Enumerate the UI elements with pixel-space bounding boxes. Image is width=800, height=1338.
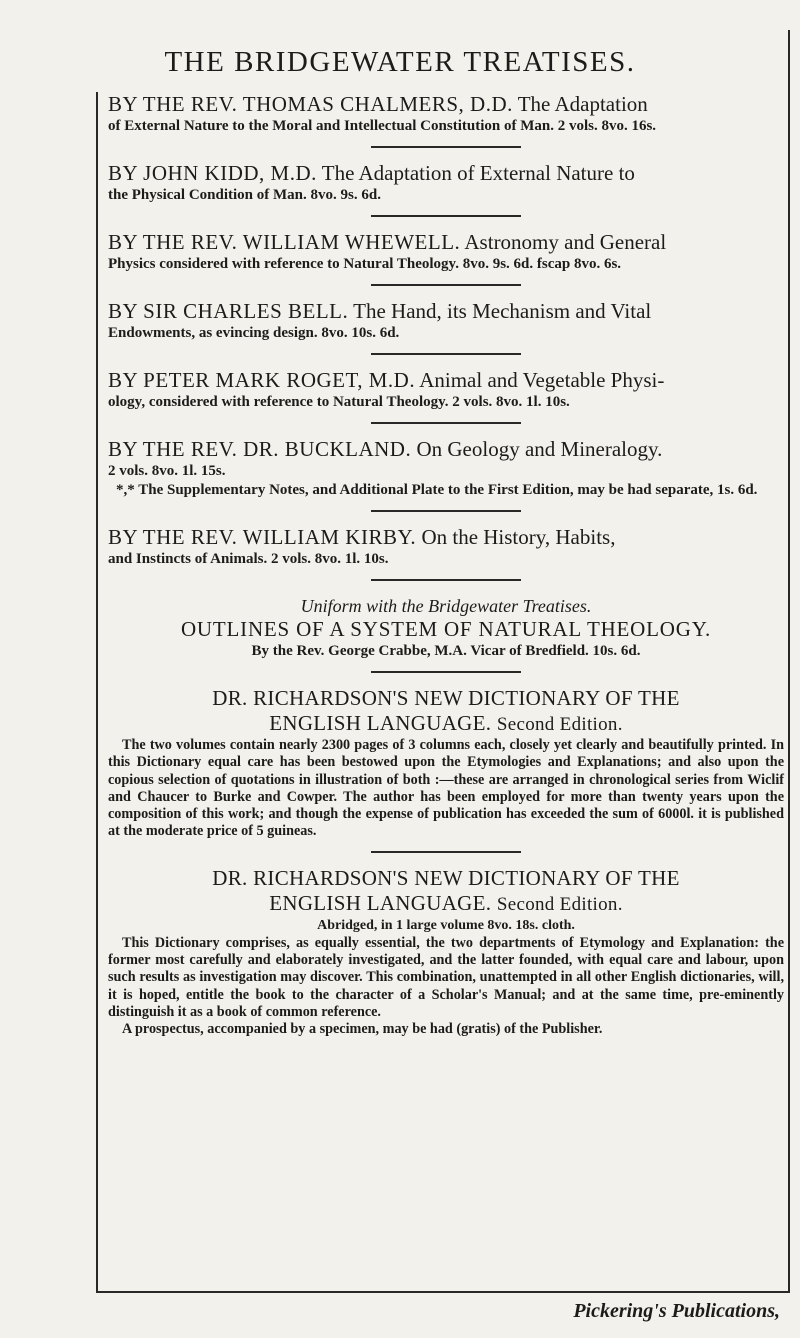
dictionary-language: ENGLISH LANGUAGE. [269,711,492,735]
entry-work: The Hand, its Mechanism and Vital [353,299,652,323]
outlines-section [108,595,784,661]
entry-heading [108,230,784,255]
entry-bell [108,299,784,343]
divider [371,579,521,581]
entry-heading [108,437,784,462]
divider [371,284,521,286]
dictionary-description: This Dictionary comprises, as equally essential, the two departments of Etymology and Explanation: the former most carefully and elaborately investigated, and the latter founded, with equal care and labour, upon such results as investigation may discover. This combination, unattempted in all other English dictionaries, will, it is hoped, entitle the book to the character of a Scholar's Manual; and at the same time, pre-eminently distinguish it as a book of common reference. [108,934,784,1020]
dictionary-title: DR. RICHARDSON'S NEW DICTIONARY OF THE [212,686,680,710]
divider [371,851,521,853]
entry-work: The Adaptation [517,92,648,116]
entry-buckland [108,437,784,500]
entry-heading [108,161,784,186]
divider [371,146,521,148]
uniform-note: Uniform with the Bridgewater Treatises. [300,596,592,616]
entry-detail: and Instincts of Animals. 2 vols. 8vo. 1l. 10s. [108,551,389,567]
entry-work: The Adaptation of External Nature to [321,161,635,185]
content-column [108,92,784,1039]
entry-work: On Geology and Mineralogy. [416,437,663,461]
entry-note: *,* The Supplementary Notes, and Additional Plate to the First Edition, may be had separate, 1s. 6d. [116,482,758,498]
entry-heading [108,368,784,393]
dictionary-description: The two volumes contain nearly 2300 pages of 3 columns each, closely yet clearly and beautifully printed. In this Dictionary equal care has been bestowed upon the Etymologies and Explanations; and also upon the copious selection of quotations in illustration of both :—these are arranged in chronological series from Wiclif and Chaucer to Burke and Cowper. The author has been employed for more than twenty years upon the composition of this work; and though the expense of publication has exceeded the sum of 6000l. it is published at the moderate price of 5 guineas. [108,737,784,840]
entry-chalmers [108,92,784,136]
frame-rule-right [788,30,790,1292]
entry-detail: of External Nature to the Moral and Intellectual Constitution of Man. 2 vols. 8vo. 16s. [108,118,657,134]
entry-author: BY THE REV. WILLIAM KIRBY. [108,525,417,549]
divider [371,422,521,424]
divider [371,510,521,512]
divider [371,671,521,673]
frame-rule-bottom [96,1291,790,1293]
entry-kidd [108,161,784,205]
entry-work: Astronomy and General [464,230,667,254]
dictionary-section-2 [108,866,784,1039]
dictionary-language: ENGLISH LANGUAGE. [269,890,492,915]
entry-detail: 2 vols. 8vo. 1l. 15s. [108,463,226,479]
dictionary-edition: Second Edition. [496,893,623,915]
entry-work: Animal and Vegetable Physi- [419,368,665,392]
dictionary-prospectus: A prospectus, accompanied by a specimen, may be had (gratis) of the Publisher. [122,1021,603,1038]
entry-author: BY PETER MARK ROGET, M.D. [108,368,416,392]
outlines-title: OUTLINES OF A SYSTEM OF NATURAL THEOLOGY. [180,617,712,641]
dictionary-title: DR. RICHARDSON'S NEW DICTIONARY OF THE [212,865,680,890]
dictionary-edition: Second Edition. [496,714,623,735]
entry-heading [108,299,784,324]
entry-detail: the Physical Condition of Man. 8vo. 9s. 6d. [108,187,381,203]
dictionary-title-line2 [108,891,784,917]
entry-roget [108,368,784,412]
outlines-byline: By the Rev. George Crabbe, M.A. Vicar of Bredfield. 10s. 6d. [251,643,641,659]
entry-detail: ology, considered with reference to Natural Theology. 2 vols. 8vo. 1l. 10s. [108,394,570,410]
footer-publisher: Pickering's Publications, [573,1300,780,1322]
dictionary-section-1 [108,686,784,841]
entry-heading [108,525,784,550]
dictionary-title-line2 [108,711,784,737]
entry-author: BY THE REV. WILLIAM WHEWELL. [108,230,461,254]
entry-author: BY THE REV. THOMAS CHALMERS, D.D. [108,92,513,116]
entry-kirby [108,525,784,569]
entry-detail: Physics considered with reference to Natural Theology. 8vo. 9s. 6d. fscap 8vo. 6s. [108,256,622,272]
dictionary-abridged: Abridged, in 1 large volume 8vo. 18s. cloth. [317,917,575,933]
divider [371,353,521,355]
entry-whewell [108,230,784,274]
entry-author: BY JOHN KIDD, M.D. [108,161,317,185]
entry-work: On the History, Habits, [421,525,616,549]
page-title: THE BRIDGEWATER TREATISES. [164,46,636,78]
frame-rule-left [96,92,98,1292]
entry-author: BY THE REV. DR. BUCKLAND. [108,437,412,461]
entry-heading [108,92,784,117]
entry-author: BY SIR CHARLES BELL. [108,299,349,323]
divider [371,215,521,217]
entry-detail: Endowments, as evincing design. 8vo. 10s. 6d. [108,325,400,341]
